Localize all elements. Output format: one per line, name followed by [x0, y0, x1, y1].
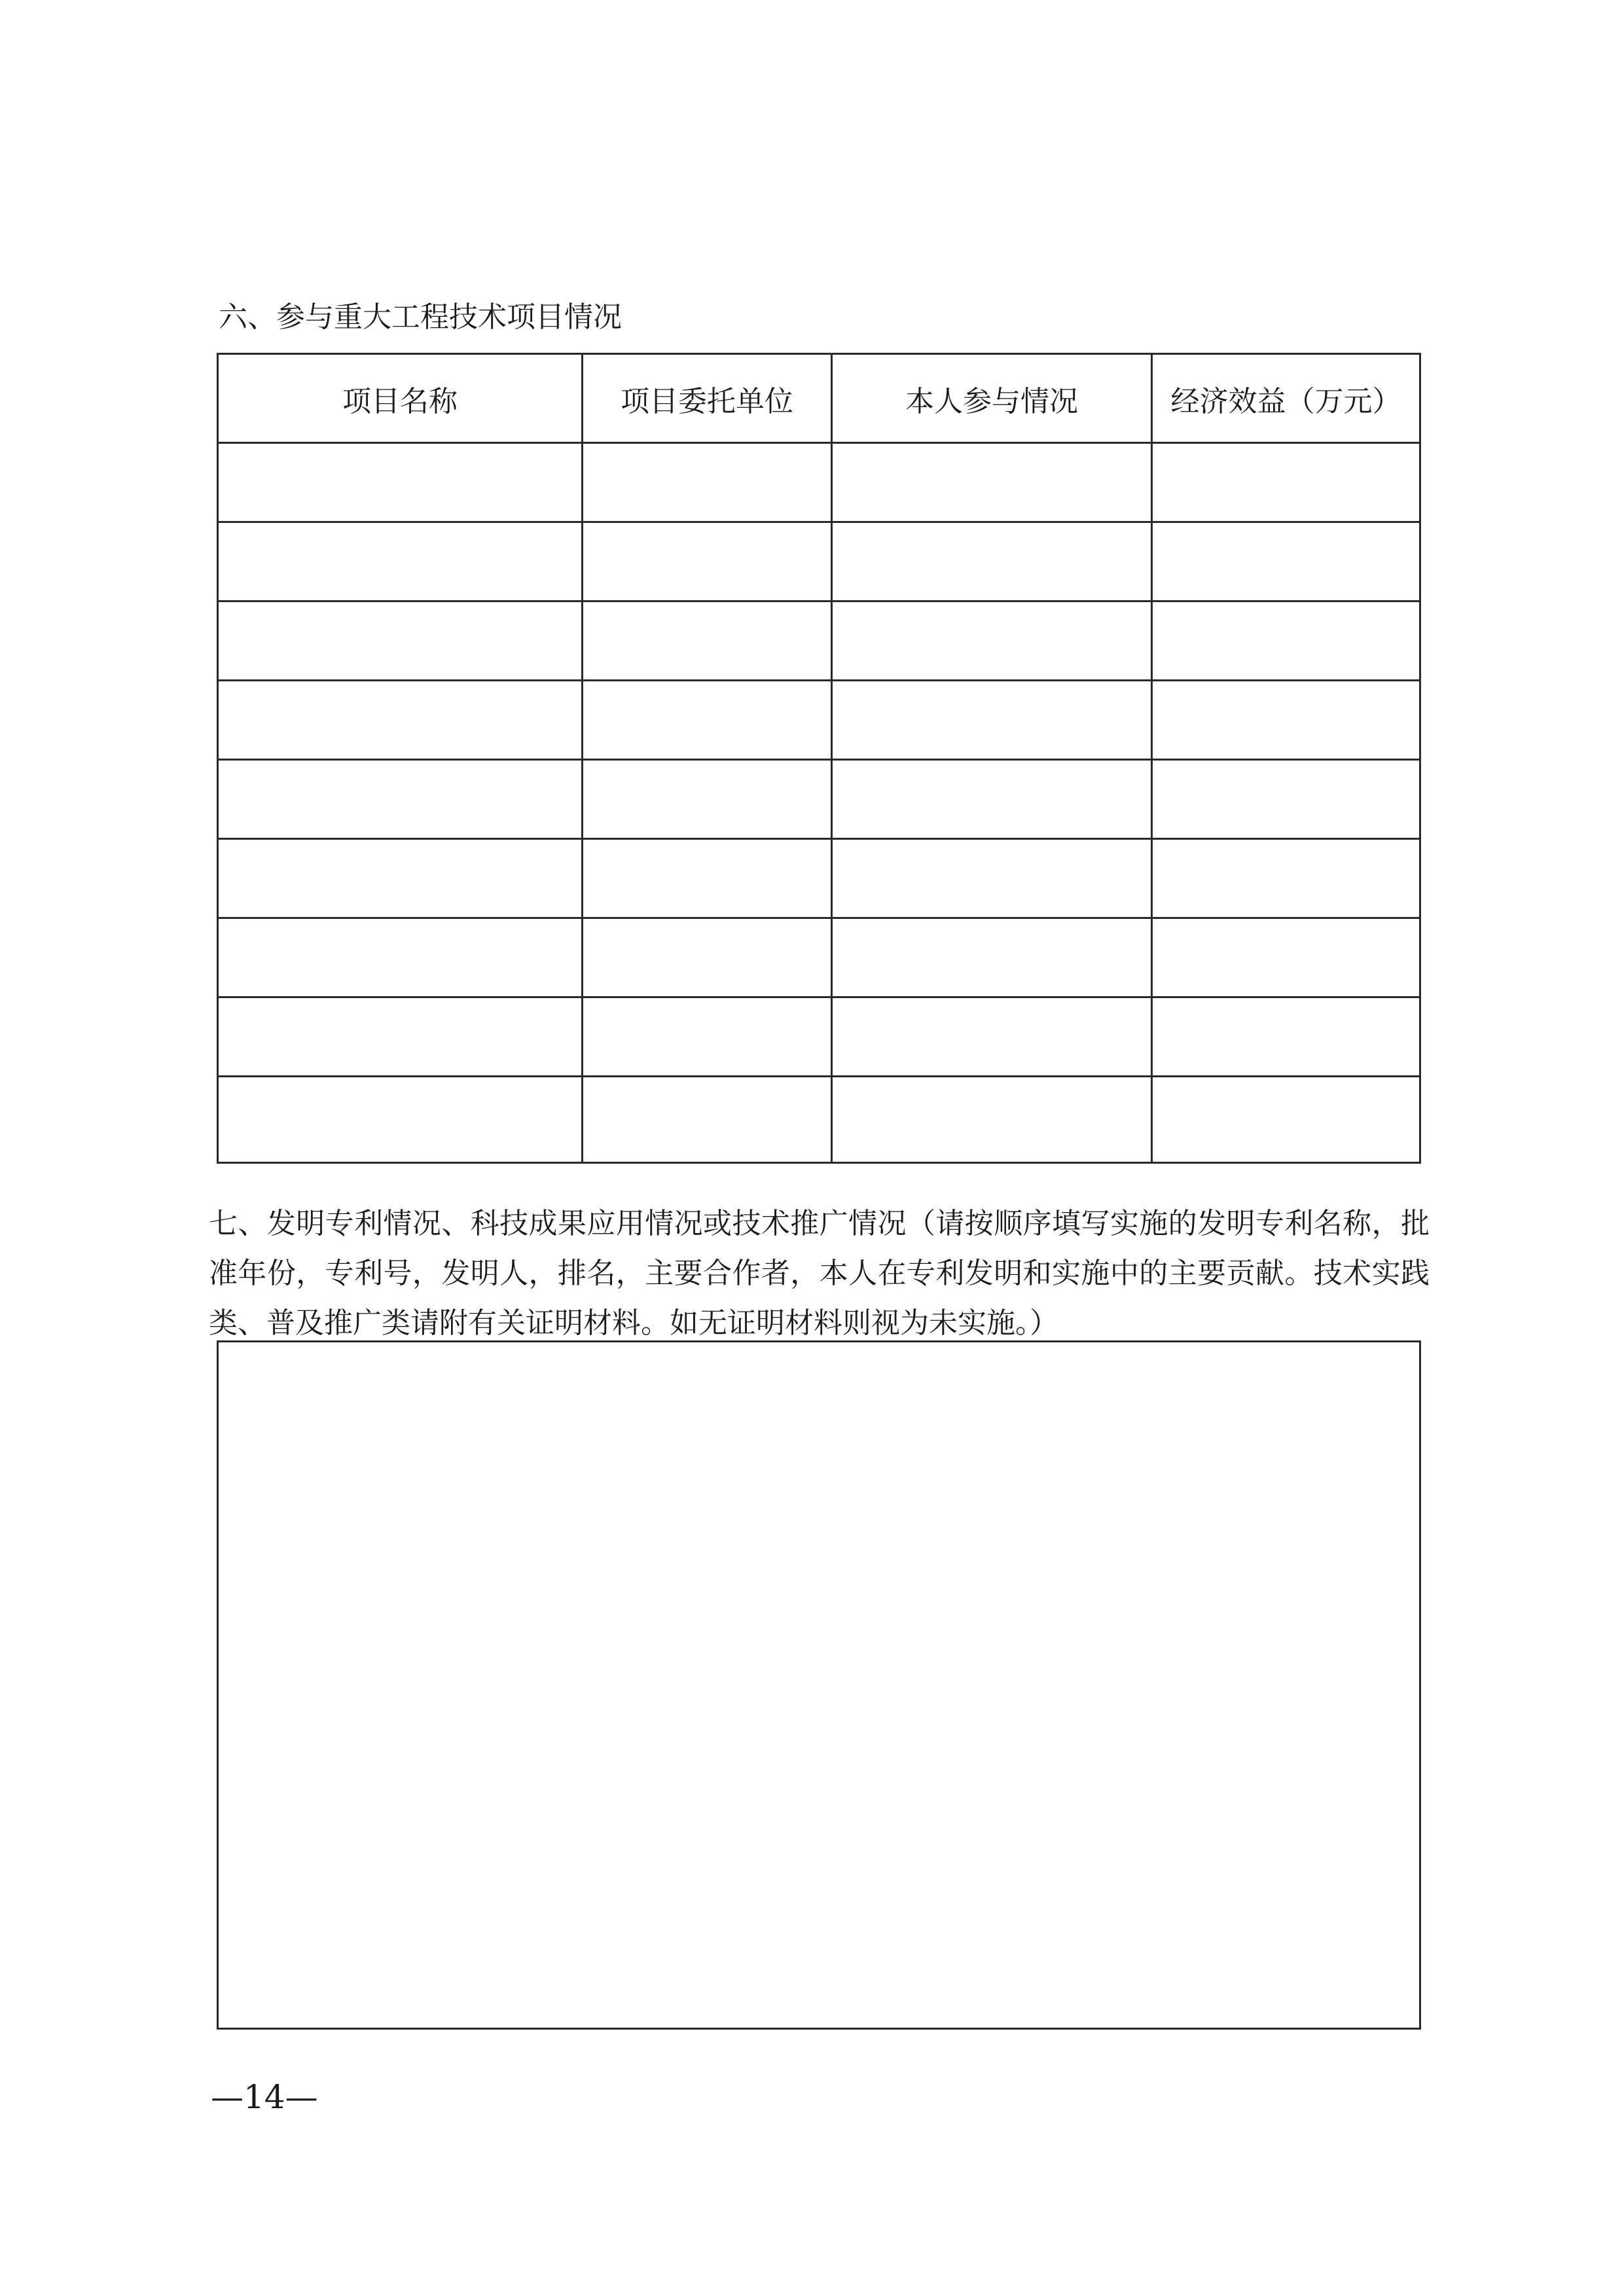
table-header-row: [218, 354, 1420, 443]
table-cell[interactable]: [1152, 839, 1420, 918]
table-cell[interactable]: [832, 997, 1152, 1077]
column-header-commissioning-unit: 项目委托单位: [583, 354, 832, 443]
project-table: [217, 353, 1421, 1164]
table-cell[interactable]: [583, 760, 832, 839]
table-cell[interactable]: [832, 522, 1152, 601]
table-row: [218, 839, 1420, 918]
table-cell[interactable]: [832, 760, 1152, 839]
column-header-participation: 本人参与情况: [832, 354, 1152, 443]
table-cell[interactable]: [1152, 918, 1420, 997]
table-row: [218, 918, 1420, 997]
table-cell[interactable]: [832, 601, 1152, 681]
section6-heading: 六、参与重大工程技术项目情况: [219, 300, 622, 334]
table-cell[interactable]: [583, 443, 832, 522]
table-cell[interactable]: [583, 918, 832, 997]
table-cell[interactable]: [1152, 681, 1420, 760]
page-number: —14—: [211, 2078, 318, 2116]
table-cell[interactable]: [218, 601, 583, 681]
table-cell[interactable]: [832, 839, 1152, 918]
table-cell[interactable]: [1152, 997, 1420, 1077]
table-cell[interactable]: [218, 997, 583, 1077]
column-header-project-name: 项目名称: [218, 354, 583, 443]
table-row: [218, 601, 1420, 681]
table-cell[interactable]: [1152, 522, 1420, 601]
table-row: [218, 681, 1420, 760]
table-cell[interactable]: [832, 681, 1152, 760]
table-cell[interactable]: [1152, 601, 1420, 681]
table-row: [218, 760, 1420, 839]
table-cell[interactable]: [832, 918, 1152, 997]
table-cell[interactable]: [218, 443, 583, 522]
table-row: [218, 1077, 1420, 1163]
table-cell[interactable]: [832, 443, 1152, 522]
table-row: [218, 522, 1420, 601]
table-cell[interactable]: [218, 760, 583, 839]
section7-heading: 七、发明专利情况、科技成果应用情况或技术推广情况（请按顺序填写实施的发明专利名称，批准年份，专利号，发明人，排名，主要合作者，本人在专利发明和实施中的主要贡献。技术实践类、普及推广类请附有关证明材料。如无证明材料则视为未实施。）: [209, 1207, 1430, 1340]
table-cell[interactable]: [583, 839, 832, 918]
table-cell[interactable]: [218, 839, 583, 918]
table-cell[interactable]: [583, 601, 832, 681]
column-header-economic-benefit: 经济效益（万元）: [1152, 354, 1420, 443]
table-row: [218, 997, 1420, 1077]
section7-content-box[interactable]: [217, 1340, 1421, 2030]
table-cell[interactable]: [1152, 443, 1420, 522]
table-cell[interactable]: [218, 681, 583, 760]
table-cell[interactable]: [583, 997, 832, 1077]
table-cell[interactable]: [1152, 1077, 1420, 1163]
table-cell[interactable]: [218, 522, 583, 601]
table-cell[interactable]: [832, 1077, 1152, 1163]
table-cell[interactable]: [583, 681, 832, 760]
table-row: [218, 443, 1420, 522]
table-cell[interactable]: [218, 918, 583, 997]
table-cell[interactable]: [583, 1077, 832, 1163]
table-cell[interactable]: [583, 522, 832, 601]
table-cell[interactable]: [1152, 760, 1420, 839]
table-cell[interactable]: [218, 1077, 583, 1163]
